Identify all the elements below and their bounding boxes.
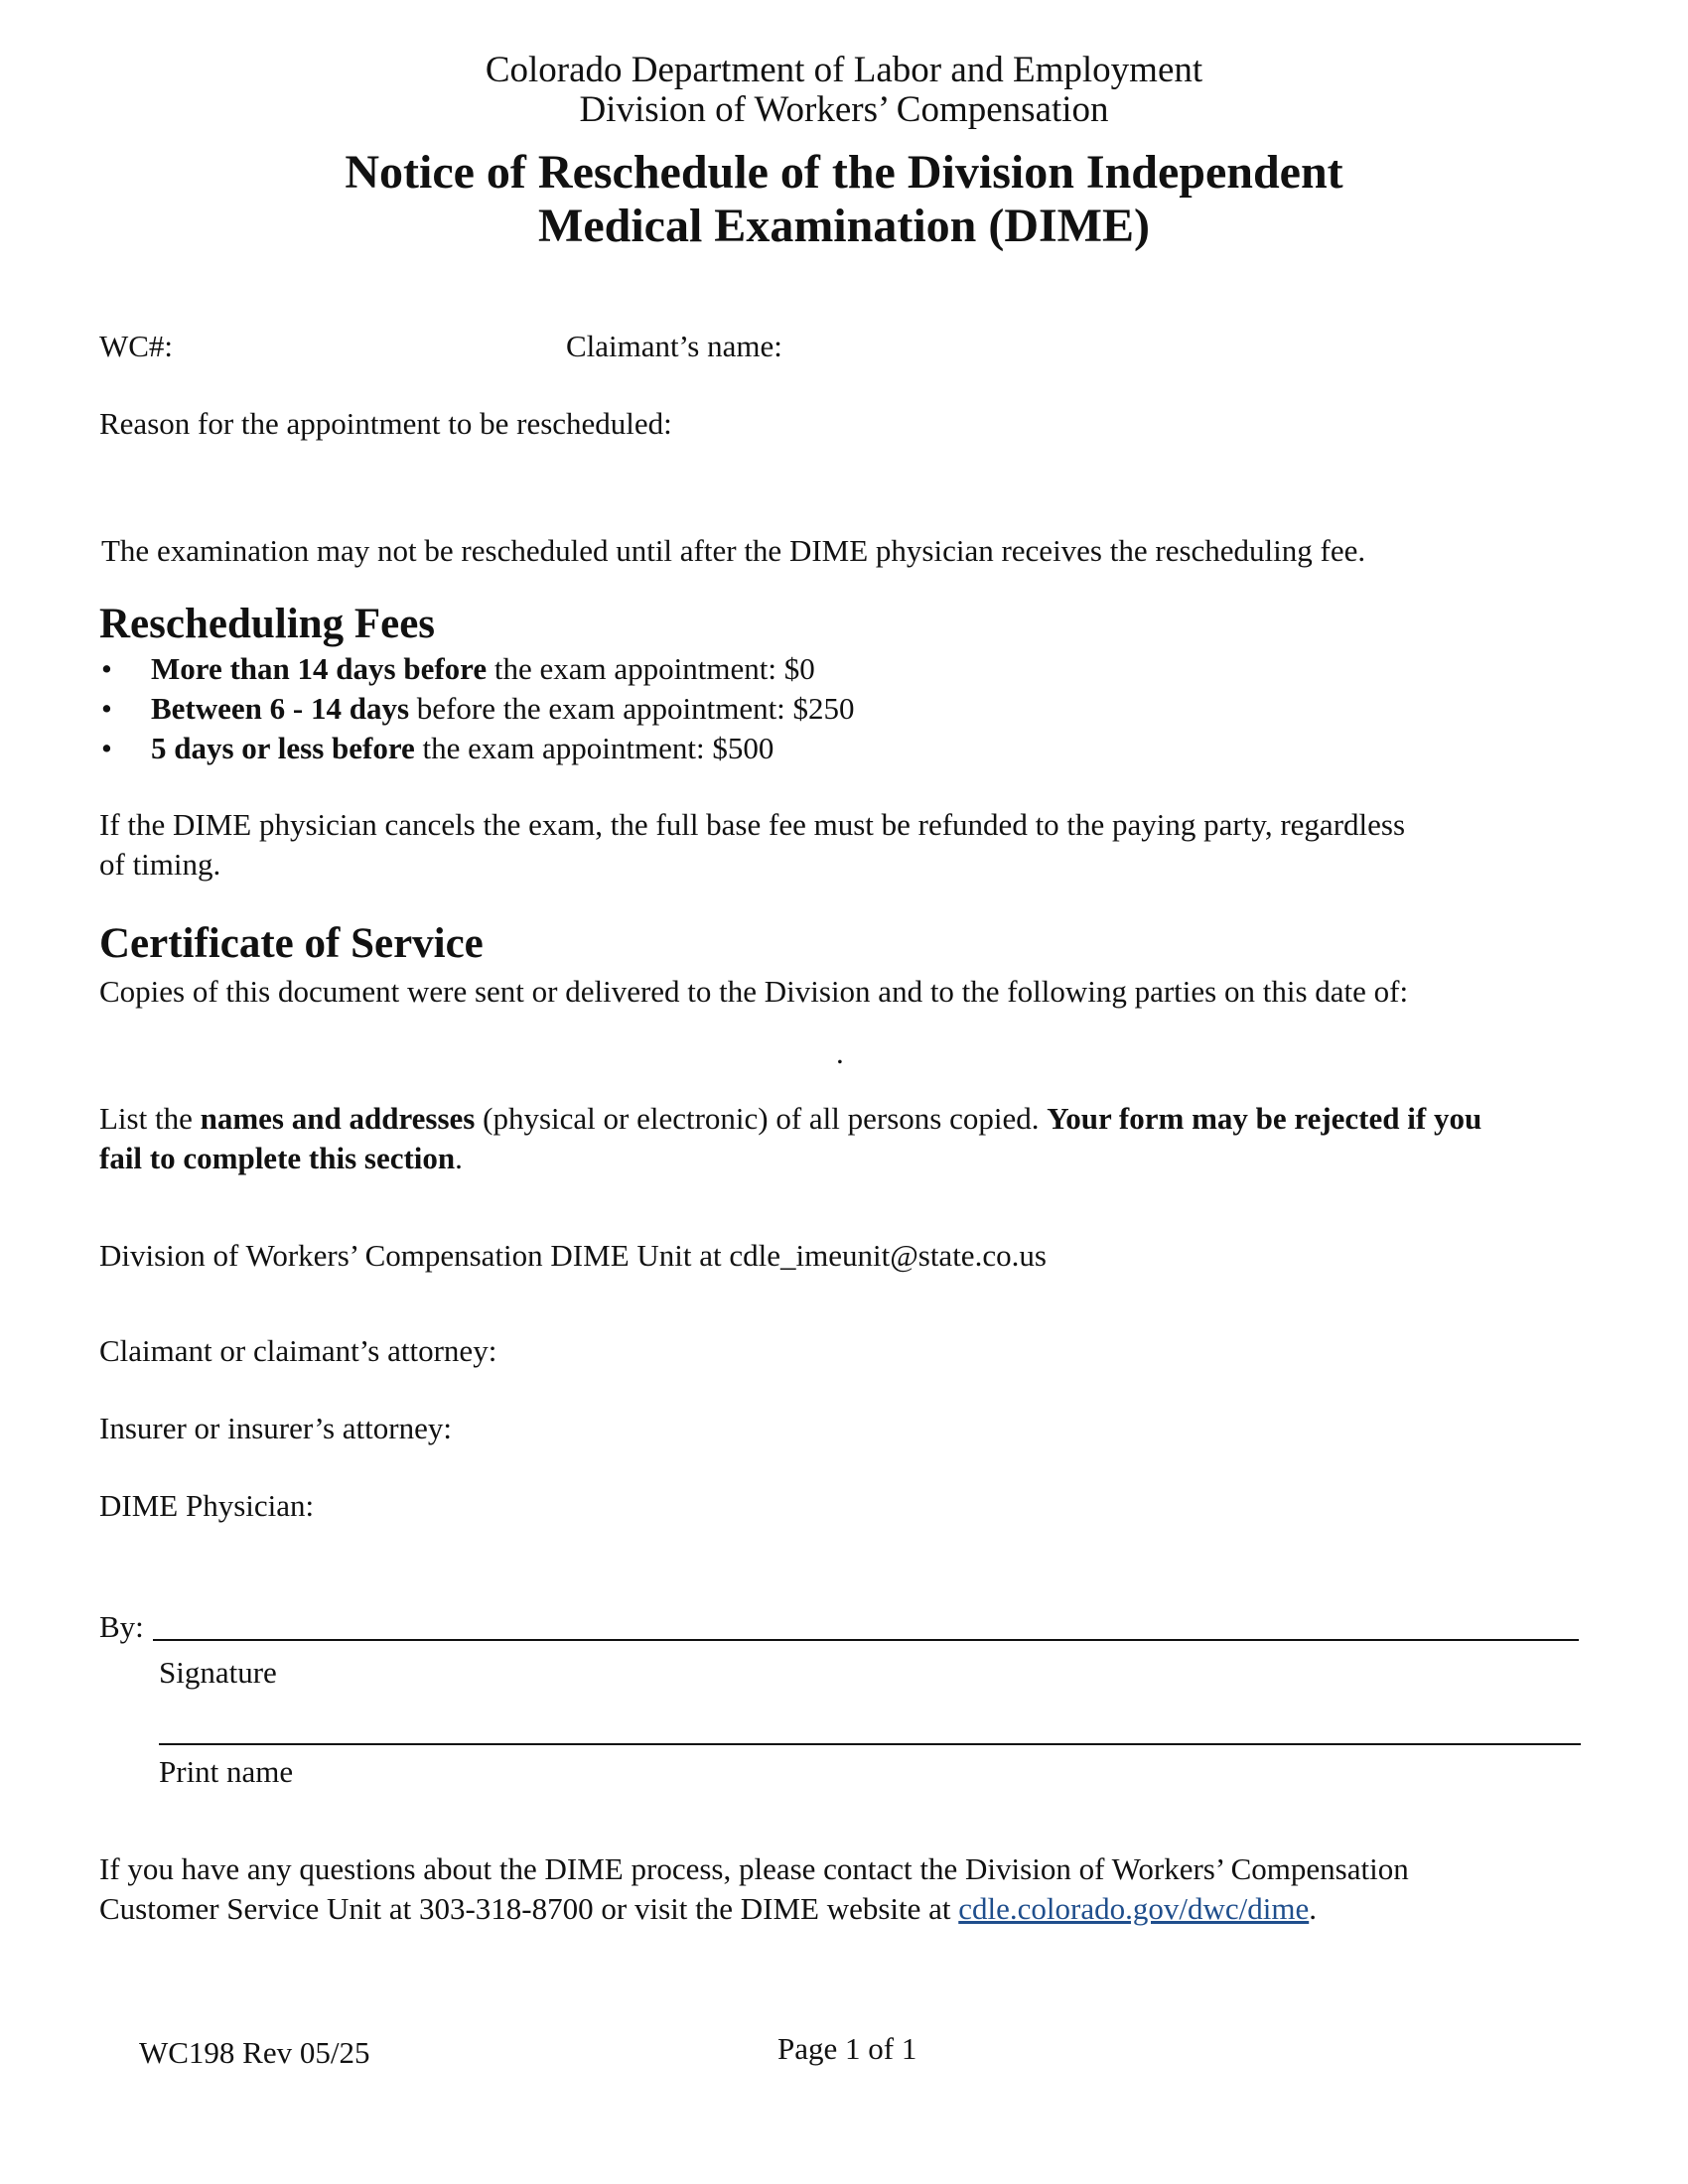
copies-text: Copies of this document were sent or delivered to the Division and to the following parties on this date of: xyxy=(99,974,1409,1009)
list-instruction-line1 xyxy=(99,1098,1589,1139)
wc-number-label: WC#: xyxy=(99,329,174,363)
fee-item-bold: Between 6 - 14 days xyxy=(151,691,410,726)
list-instruction-mid: (physical or electronic) of all persons copied. xyxy=(475,1101,1048,1136)
signature-label: Signature xyxy=(159,1655,277,1690)
refund-text-line1: If the DIME physician cancels the exam, the full base fee must be refunded to the paying party, regardless xyxy=(99,807,1406,842)
fee-item-text: before the exam appointment: $250 xyxy=(409,691,855,726)
rejection-warning: Your form may be rejected if you xyxy=(1047,1101,1482,1136)
division-name: Division of Workers’ Compensation xyxy=(579,89,1109,130)
contact-line1: If you have any questions about the DIME process, please contact the Division of Workers’ Compensation xyxy=(99,1851,1409,1886)
certificate-heading: Certificate of Service xyxy=(99,920,484,967)
fees-heading: Rescheduling Fees xyxy=(99,601,436,647)
signature-line[interactable] xyxy=(153,1639,1579,1641)
list-instruction-end: . xyxy=(455,1141,463,1175)
agency-name: Colorado Department of Labor and Employment xyxy=(485,50,1203,90)
list-instruction-bold: names and addresses xyxy=(200,1101,476,1136)
claimant-attorney-label: Claimant or claimant’s attorney: xyxy=(99,1333,497,1368)
by-label: By: xyxy=(99,1609,144,1644)
list-instruction-line2 xyxy=(99,1138,463,1178)
fee-item xyxy=(99,689,1489,729)
fee-item-text: the exam appointment: $500 xyxy=(414,731,774,765)
print-name-line[interactable] xyxy=(159,1743,1581,1745)
fee-item-bold: 5 days or less before xyxy=(151,731,415,765)
fees-list xyxy=(99,649,1489,768)
refund-text-line2: of timing. xyxy=(99,847,221,882)
contact-line2-end: . xyxy=(1309,1891,1317,1926)
page-number: Page 1 of 1 xyxy=(777,2031,917,2066)
bullet-icon: • xyxy=(101,691,112,726)
bullet-icon: • xyxy=(101,651,112,686)
form-id: WC198 Rev 05/25 xyxy=(139,2035,370,2070)
dime-website-link[interactable]: cdle.colorado.gov/dwc/dime xyxy=(958,1891,1310,1926)
claimant-name-label: Claimant’s name: xyxy=(566,329,782,363)
dime-physician-label: DIME Physician: xyxy=(99,1488,315,1523)
fee-item xyxy=(99,729,1489,768)
fee-item-text: the exam appointment: $0 xyxy=(487,651,815,686)
contact-line2 xyxy=(99,1888,1317,1929)
reschedule-notice: The examination may not be rescheduled until after the DIME physician receives the rescheduling fee. xyxy=(101,533,1366,568)
page-title-line2: Medical Examination (DIME) xyxy=(538,200,1150,252)
reason-label: Reason for the appointment to be rescheduled: xyxy=(99,406,672,441)
fee-item xyxy=(99,649,1489,689)
division-unit-recipient: Division of Workers’ Compensation DIME Unit at cdle_imeunit@state.co.us xyxy=(99,1238,1047,1273)
page-title-line1: Notice of Reschedule of the Division Independent xyxy=(345,146,1343,199)
fee-item-bold: More than 14 days before xyxy=(151,651,488,686)
contact-line2-text: Customer Service Unit at 303-318-8700 or visit the DIME website at xyxy=(99,1891,959,1926)
print-name-label: Print name xyxy=(159,1754,294,1789)
bullet-icon: • xyxy=(101,731,112,765)
date-period: . xyxy=(836,1035,844,1070)
list-instruction-pre: List the xyxy=(99,1101,201,1136)
insurer-attorney-label: Insurer or insurer’s attorney: xyxy=(99,1411,452,1445)
rejection-warning-end: fail to complete this section xyxy=(99,1141,456,1175)
